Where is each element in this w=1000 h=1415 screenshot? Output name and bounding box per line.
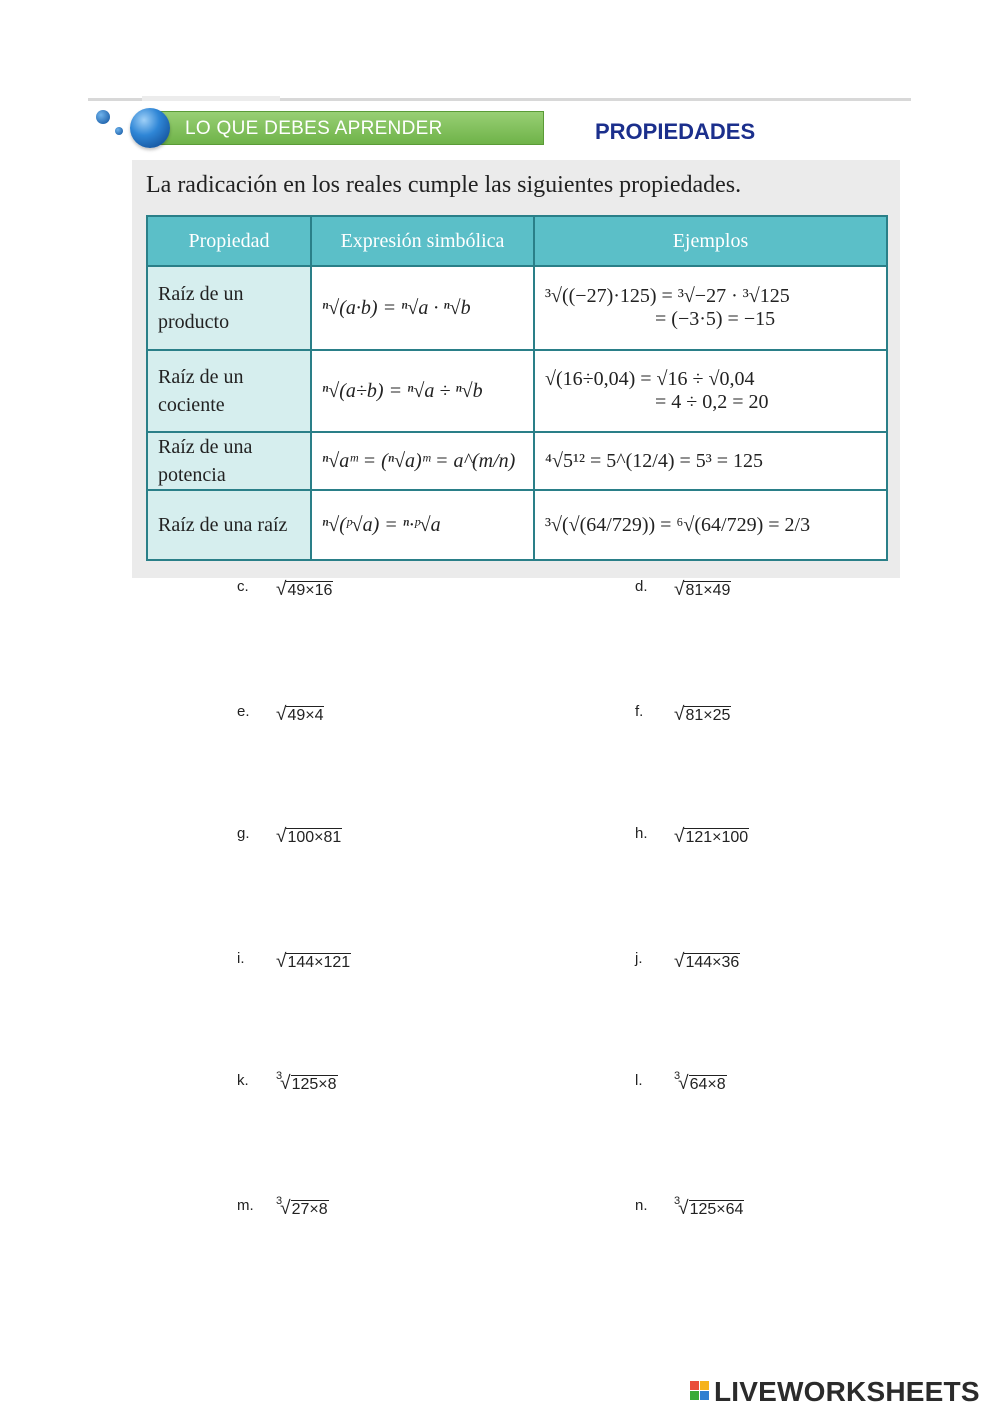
- exercise-label: j.: [635, 950, 643, 967]
- radical-sign-icon: √: [276, 826, 287, 847]
- radical-sign-icon: √: [280, 1073, 291, 1094]
- column-header: Ejemplos: [534, 216, 887, 266]
- example-cell: [534, 490, 887, 560]
- exercise-expression: [278, 948, 351, 973]
- logo-square: [700, 1381, 709, 1390]
- table-row: [147, 432, 887, 490]
- exercise-label: g.: [237, 825, 250, 842]
- exercise-expression: [676, 948, 740, 973]
- symbolic-expression: ⁿ√(a·b) = ⁿ√a · ⁿ√b: [311, 266, 534, 350]
- radical-sign-icon: √: [674, 579, 685, 600]
- logo-square: [700, 1391, 709, 1400]
- decor-sphere-icon: [130, 108, 170, 148]
- table-row: [147, 490, 887, 560]
- exercise-expression: [676, 576, 731, 601]
- radicand: 125×8: [291, 1076, 337, 1093]
- column-header: Propiedad: [147, 216, 311, 266]
- radical-sign-icon: √: [276, 951, 287, 972]
- decor-bubble-icon: [115, 127, 123, 135]
- example-cell: [534, 432, 887, 490]
- intro-text: La radicación en los reales cumple las siguientes propiedades.: [146, 172, 742, 198]
- radicand: 81×25: [685, 707, 731, 724]
- properties-table: [146, 215, 888, 561]
- exercise-expression: [674, 1070, 727, 1095]
- root-index: 3: [276, 1195, 283, 1207]
- table-row: [147, 266, 887, 350]
- column-header: Expresión simbólica: [311, 216, 534, 266]
- example-line: = 4 ÷ 0,2 = 20: [655, 391, 769, 413]
- section-banner: [160, 111, 544, 145]
- exercise-expression: [676, 823, 749, 848]
- banner-text: LO QUE DEBES APRENDER: [185, 118, 443, 139]
- liveworksheets-logo: [690, 1376, 990, 1406]
- exercise-label: l.: [635, 1072, 643, 1089]
- example-line: = (−3·5) = −15: [655, 308, 776, 330]
- radicand: 49×16: [287, 582, 333, 599]
- radical-sign-icon: √: [276, 704, 287, 725]
- exercise-expression: [276, 1195, 329, 1220]
- radical-sign-icon: √: [678, 1198, 689, 1219]
- property-name: Raíz de un producto: [147, 266, 311, 350]
- exercise-expression: [676, 701, 731, 726]
- exercise-expression: [674, 1195, 744, 1220]
- radical-sign-icon: √: [678, 1073, 689, 1094]
- radical-sign-icon: √: [674, 826, 685, 847]
- radical-sign-icon: √: [674, 951, 685, 972]
- logo-square: [690, 1391, 699, 1400]
- radicand: 100×81: [287, 829, 342, 846]
- logo-text: LIVEWORKSHEETS: [714, 1376, 980, 1407]
- radicand: 27×8: [291, 1201, 328, 1218]
- radicand: 125×64: [689, 1201, 744, 1218]
- example-line: ³√(√(64/729)) = ⁶√(64/729) = 2/3: [545, 513, 811, 536]
- property-name: Raíz de un cociente: [147, 350, 311, 432]
- logo-square: [690, 1381, 699, 1390]
- exercise-expression: [278, 576, 333, 601]
- radicand: 121×100: [685, 829, 749, 846]
- exercise-label: k.: [237, 1072, 249, 1089]
- root-index: 3: [674, 1195, 681, 1207]
- example-cell: [534, 266, 887, 350]
- exercise-label: e.: [237, 703, 250, 720]
- radical-sign-icon: √: [276, 579, 287, 600]
- radicand: 49×4: [287, 707, 324, 724]
- table-row: [147, 350, 887, 432]
- radical-sign-icon: √: [674, 704, 685, 725]
- symbolic-expression: ⁿ√(a÷b) = ⁿ√a ÷ ⁿ√b: [311, 350, 534, 432]
- radicand: 64×8: [689, 1076, 726, 1093]
- radicand: 81×49: [685, 582, 731, 599]
- exercise-expression: [276, 1070, 338, 1095]
- root-index: 3: [276, 1070, 283, 1082]
- radicand: 144×121: [287, 954, 351, 971]
- symbolic-expression: ⁿ√aᵐ = (ⁿ√a)ᵐ = a^(m/n): [311, 432, 534, 490]
- root-index: 3: [674, 1070, 681, 1082]
- property-name: Raíz de una potencia: [147, 432, 311, 490]
- property-name: Raíz de una raíz: [147, 490, 311, 560]
- example-line: ⁴√5¹² = 5^(12/4) = 5³ = 125: [545, 449, 764, 472]
- exercise-expression: [278, 823, 342, 848]
- example-cell: [534, 350, 887, 432]
- example-line: √(16÷0,04) = √16 ÷ √0,04: [545, 368, 755, 390]
- exercise-label: n.: [635, 1197, 648, 1214]
- decor-bubble-icon: [96, 110, 110, 124]
- page-title: PROPIEDADES: [595, 119, 756, 144]
- table-header-row: [147, 216, 887, 266]
- symbolic-expression: ⁿ√(ᵖ√a) = ⁿ·ᵖ√a: [311, 490, 534, 560]
- exercise-label: f.: [635, 703, 644, 720]
- exercise-label: i.: [237, 950, 245, 967]
- exercise-label: h.: [635, 825, 648, 842]
- radicand: 144×36: [685, 954, 740, 971]
- example-line: ³√((−27)·125) = ³√−27 · ³√125: [545, 285, 790, 307]
- exercise-expression: [278, 701, 324, 726]
- logo-grid-icon: [690, 1381, 710, 1401]
- exercise-label: d.: [635, 578, 648, 595]
- exercise-label: m.: [237, 1197, 254, 1214]
- top-divider-tab: [142, 96, 280, 101]
- exercise-label: c.: [237, 578, 249, 595]
- radical-sign-icon: √: [280, 1198, 291, 1219]
